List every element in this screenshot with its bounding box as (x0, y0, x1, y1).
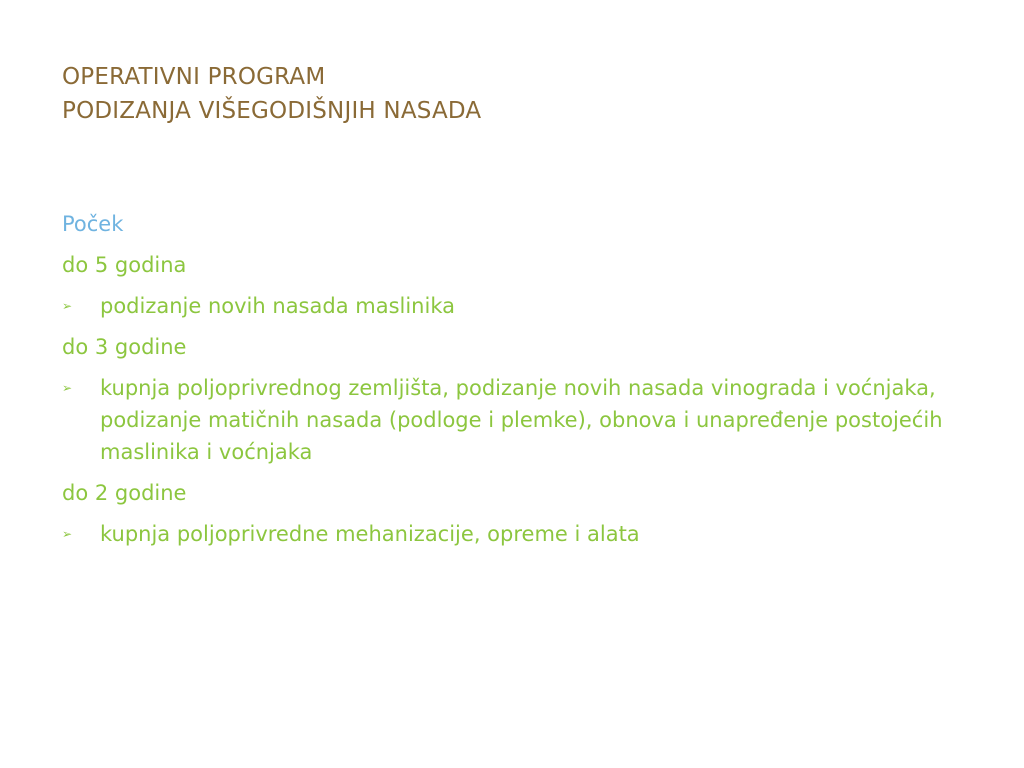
arrow-bullet-icon: ➢ (62, 527, 73, 541)
arrow-bullet-icon: ➢ (62, 299, 73, 313)
period-heading-3: do 2 godine (62, 481, 187, 505)
period-heading-1: do 5 godina (62, 253, 187, 277)
bullet-item-1 (62, 286, 962, 327)
slide-title (62, 60, 481, 128)
bullet-text-1: podizanje novih nasada maslinika (100, 294, 455, 318)
bullet-item-3 (62, 514, 962, 555)
bullet-text-2: kupnja poljoprivrednog zemljišta, podizanje novih nasada vinograda i voćnjaka, podizanje matičnih nasada (podloge i plemke), obnova i unapređenje postojećih maslinika i voćnjaka (100, 376, 943, 464)
period-heading-2: do 3 godine (62, 335, 187, 359)
arrow-bullet-icon: ➢ (62, 381, 73, 395)
bullet-item-2 (62, 368, 962, 473)
bullet-text-3: kupnja poljoprivredne mehanizacije, opreme i alata (100, 522, 640, 546)
title-line-1: OPERATIVNI PROGRAM (62, 64, 326, 90)
subtitle: Poček (62, 212, 124, 236)
slide-content (62, 204, 962, 555)
title-line-2: PODIZANJA VIŠEGODIŠNJIH NASADA (62, 98, 482, 124)
